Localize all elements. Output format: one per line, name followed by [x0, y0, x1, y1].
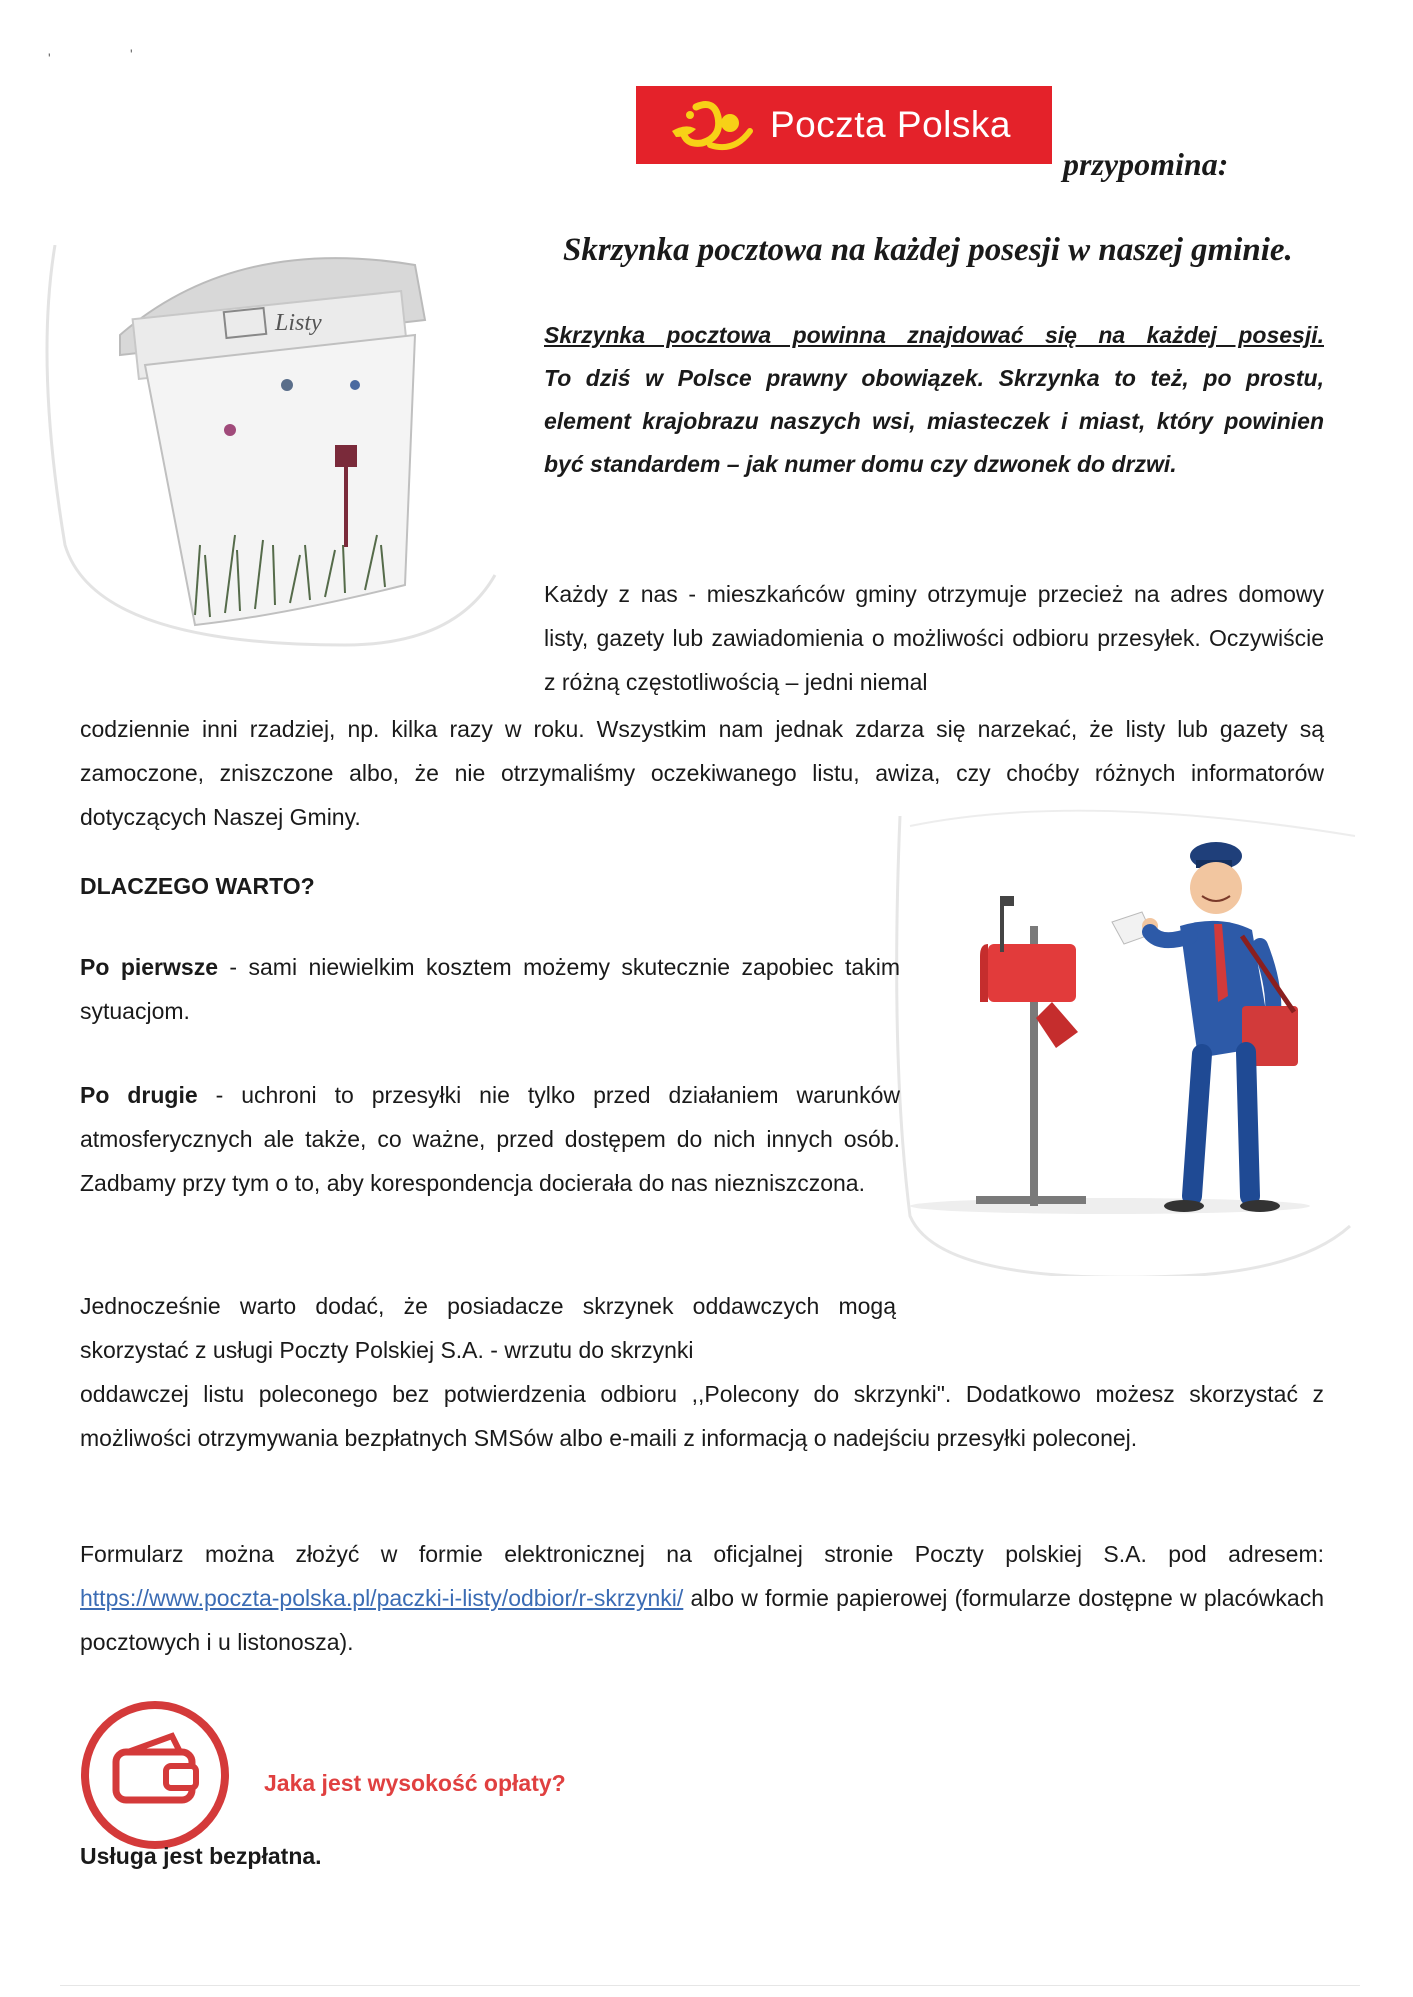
horn-logo-icon: [666, 97, 756, 153]
why-second-label: Po drugie: [80, 1082, 198, 1108]
paragraph-3-after: albo w formie papierowej (formularze dostępne w placówkach pocztowych i u listonosza).: [80, 1585, 1324, 1655]
paragraph-2b: oddawczej listu poleconego bez potwierdzenia odbioru ,,Polecony do skrzynki". Dodatkowo możesz skorzystać z możliwości otrzymywania bezpłatnych SMSów albo e-maili z informacją o nadejściu przesyłki poleconej.: [80, 1381, 1324, 1451]
why-first: [80, 945, 900, 1033]
reminds-text: przypomina:: [1063, 146, 1229, 182]
paragraph-1b: codziennie inni rzadziej, np. kilka razy w roku. Wszystkim nam jednak zdarza się narzekać, że listy lub gazety są zamoczone, zniszczone albo, że nie otrzymaliśmy oczekiwanego listu, awiza, czy choćby różnych informatorów dotyczących Naszej Gminy.: [80, 716, 1324, 830]
why-second: [80, 1073, 900, 1205]
postman-illustration: [880, 796, 1360, 1276]
poczta-polska-logo: [636, 86, 1052, 164]
page-title: Skrzynka pocztowa na każdej posesji w naszej gminie.: [563, 232, 1293, 268]
intro-underlined: Skrzynka pocztowa powinna znajdować się na każdej posesji.: [544, 322, 1324, 348]
why-first-text: - sami niewielkim kosztem możemy skutecznie zapobiec takim sytuacjom.: [80, 954, 900, 1024]
mailbox-photo: [25, 245, 500, 655]
wallet-icon: [80, 1700, 230, 1855]
intro-block: [544, 314, 1324, 486]
why-second-text: - uchroni to przesyłki nie tylko przed działaniem warunków atmosferycznych ale także, co ważne, przed dostępem do nich innych osób. Zadbamy przy tym o to, aby korespondencja docierała do nas niezniszczona.: [80, 1082, 901, 1196]
fee-answer: Usługa jest bezpłatna.: [80, 1843, 322, 1869]
paragraph-3-before: Formularz można złożyć w formie elektronicznej na oficjalnej stronie Poczty polskiej S.A. pod adresem:: [80, 1541, 1324, 1567]
paragraph-2a: Jednocześnie warto dodać, że posiadacze skrzynek oddawczych mogą skorzystać z usługi Poczty Polskiej S.A. - wrzutu do skrzynki: [80, 1293, 896, 1363]
scan-mark: ': [130, 46, 133, 62]
why-first-label: Po pierwsze: [80, 954, 218, 980]
logo-text: Poczta Polska: [770, 104, 1011, 145]
intro-body: To dziś w Polsce prawny obowiązek. Skrzynka to też, po prostu, element krajobrazu naszych wsi, miasteczek i miast, który powinien być standardem – jak numer domu czy dzwonek do drzwi.: [544, 365, 1324, 477]
scan-mark: ': [48, 50, 51, 66]
paragraph-3: [80, 1532, 1324, 1664]
why-heading: DLACZEGO WARTO?: [80, 873, 315, 899]
r-skrzynki-link[interactable]: https://www.poczta-polska.pl/paczki-i-listy/odbior/r-skrzynki/: [80, 1585, 684, 1611]
page-edge-line: [60, 1985, 1360, 1986]
fee-question: Jaka jest wysokość opłaty?: [264, 1770, 566, 1796]
paragraph-1a: Każdy z nas - mieszkańców gminy otrzymuje przecież na adres domowy listy, gazety lub zawiadomienia o możliwości odbioru przesyłek. Oczywiście z różną częstotliwością – jedni niemal: [544, 581, 1324, 695]
mailbox-sign-text: Listy: [275, 310, 322, 336]
